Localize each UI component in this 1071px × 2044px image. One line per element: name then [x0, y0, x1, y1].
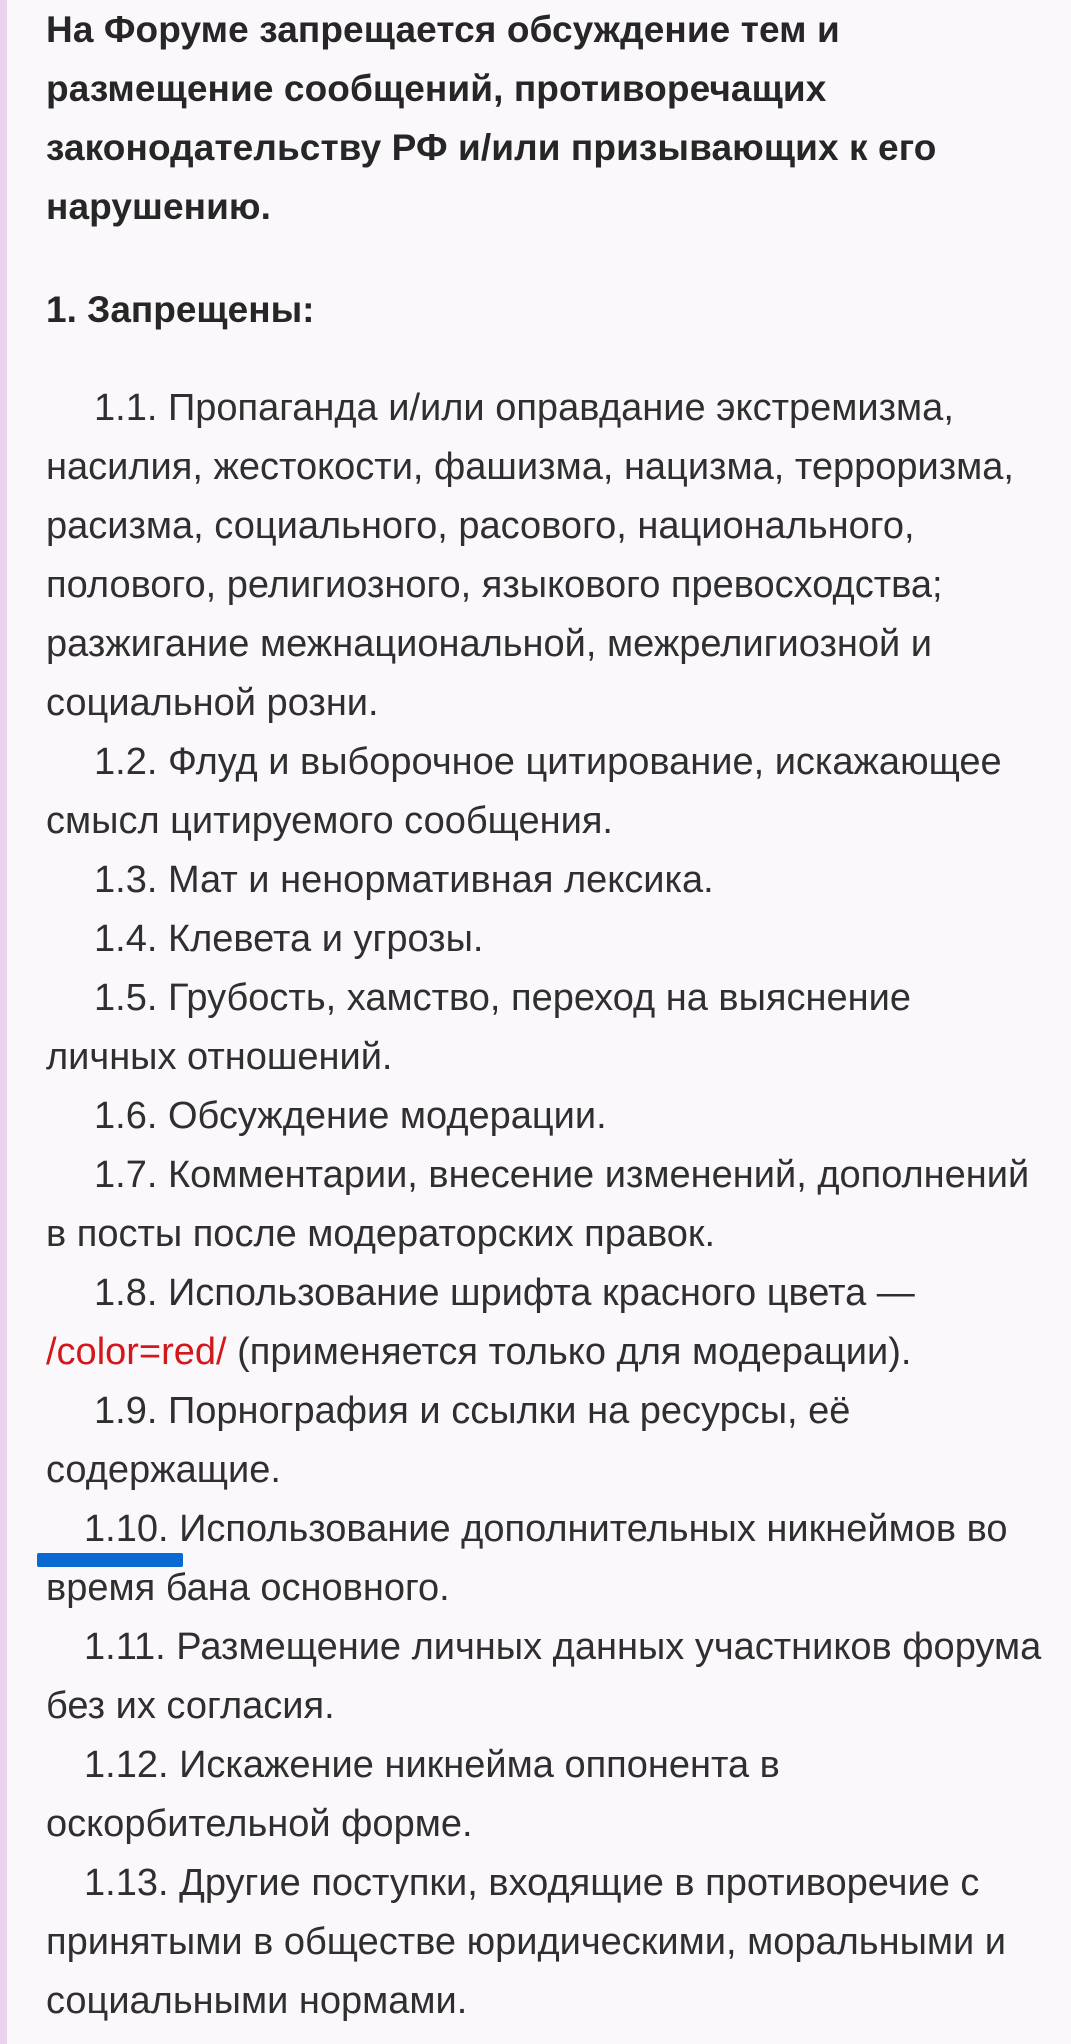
rule-number: 1.3. — [94, 859, 158, 901]
rule-item — [46, 851, 1051, 910]
rule-number: 1.7. — [94, 1154, 158, 1196]
red-color-tag: /color=red/ — [46, 1331, 227, 1373]
rule-number: 1.8. — [94, 1272, 158, 1314]
rule-text: Мат и ненормативная лексика. — [167, 859, 714, 901]
rule-number: 1.2. — [94, 741, 158, 783]
rule-text: Использование дополнительных никнеймов во время бана основного. — [46, 1508, 1008, 1609]
rule-item — [46, 1500, 1051, 1618]
rule-text: Пропаганда и/или оправдание экстремизма, насилия, жестокости, фашизма, нацизма, терроризма, расизма, социального, расового, национального, полового, религиозного, языкового превосходства; разжигание межнациональной, межрелигиозной и социальной розни. — [46, 387, 1014, 724]
rule-text: Обсуждение модерации. — [167, 1095, 607, 1137]
rule-item — [46, 379, 1051, 733]
rule-number: 1.11. — [84, 1626, 166, 1668]
rule-text: Использование шрифта красного цвета — — [167, 1272, 915, 1314]
rule-item — [46, 1264, 1051, 1382]
section-title: 1. Запрещены: — [46, 289, 315, 330]
text-selection-handle[interactable] — [37, 1553, 183, 1567]
rule-number: 1.9. — [94, 1390, 158, 1432]
rule-text: Размещение личных данных участников форума без их согласия. — [46, 1626, 1042, 1727]
rule-item — [46, 1382, 1051, 1500]
rule-item — [46, 1854, 1051, 2031]
rule-number: 1.12. — [84, 1744, 169, 1786]
rule-number: 1.10. — [84, 1508, 169, 1550]
rule-number: 1.13. — [84, 1862, 169, 1904]
rule-text: Комментарии, внесение изменений, дополнений в посты после модераторских правок. — [46, 1154, 1030, 1255]
rule-item — [46, 1087, 1051, 1146]
rule-text: Другие поступки, входящие в противоречие с принятыми в обществе юридическими, моральными и социальными нормами. — [46, 1862, 1007, 2022]
rule-item — [46, 969, 1051, 1087]
rule-number: 1.4. — [94, 918, 158, 960]
rules-list — [46, 379, 1051, 2031]
rule-text: Флуд и выборочное цитирование, искажающее смысл цитируемого сообщения. — [46, 741, 1002, 842]
rule-text: Грубость, хамство, переход на выяснение личных отношений. — [46, 977, 911, 1078]
selected-rule-number[interactable] — [84, 1500, 169, 1559]
rule-text: Клевета и угрозы. — [167, 918, 484, 960]
quote-left-border — [0, 0, 7, 2044]
forum-rules-post — [46, 0, 1051, 2031]
rule-text-after: (применяется только для модерации). — [237, 1331, 912, 1373]
rule-item — [46, 1146, 1051, 1264]
rule-number: 1.1. — [94, 387, 158, 429]
rule-text: Порнография и ссылки на ресурсы, её содержащие. — [46, 1390, 851, 1491]
rule-item — [46, 1618, 1051, 1736]
rule-number: 1.6. — [94, 1095, 158, 1137]
rule-item — [46, 910, 1051, 969]
rule-text: Искажение никнейма оппонента в оскорбительной форме. — [46, 1744, 780, 1845]
rule-number: 1.5. — [94, 977, 158, 1019]
rule-item — [46, 733, 1051, 851]
rule-item — [46, 1736, 1051, 1854]
rules-intro: На Форуме запрещается обсуждение тем и размещение сообщений, противоречащих законодательству РФ и/или призывающих к его нарушению. — [46, 9, 937, 227]
